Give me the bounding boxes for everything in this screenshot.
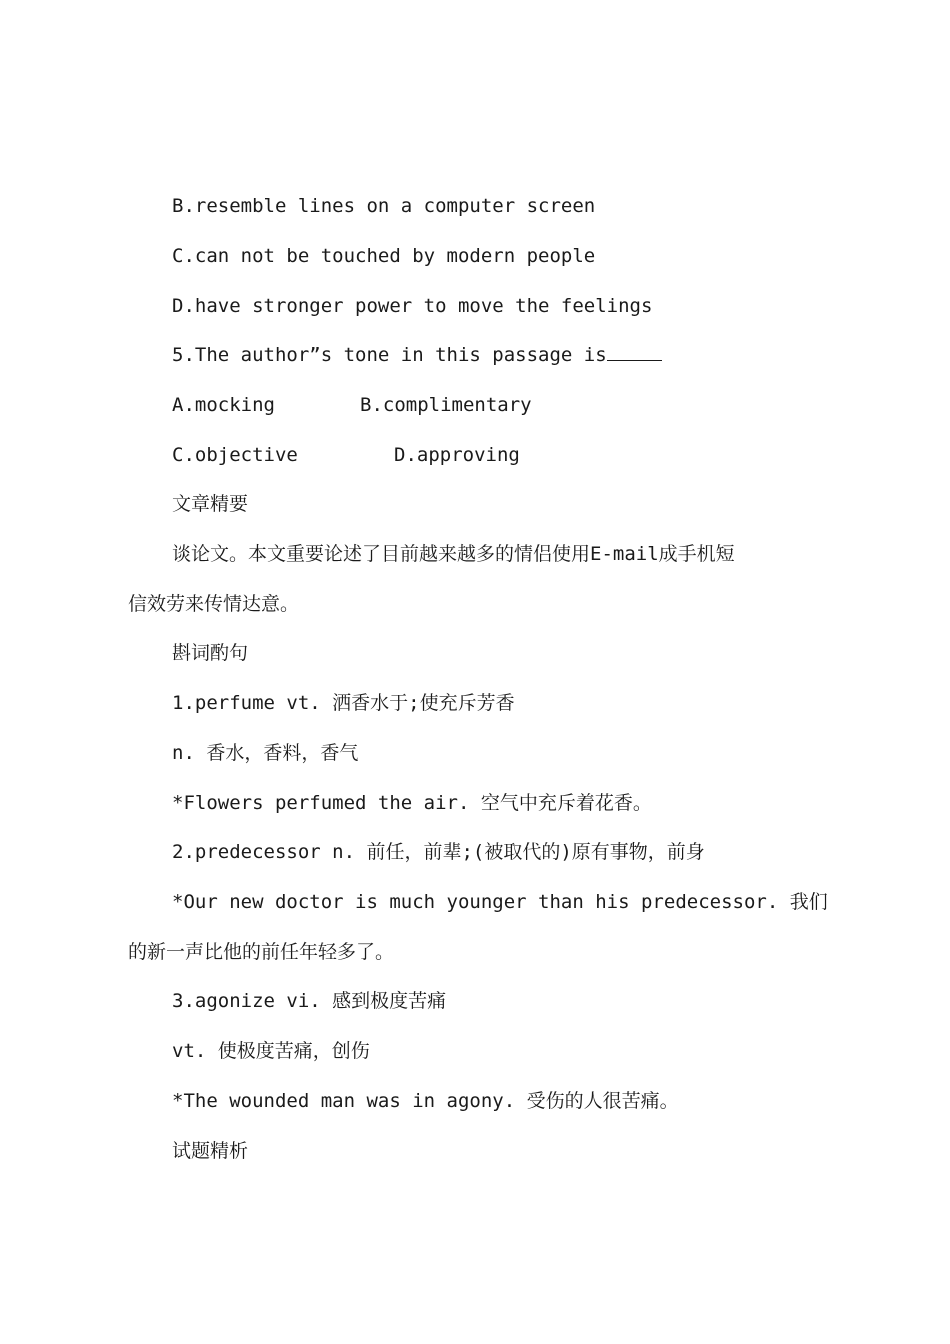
vocab-item-2-definition: 2.predecessor n. 前任，前辈;(被取代的)原有事物，前身	[172, 841, 705, 863]
question-5	[172, 343, 662, 367]
option-d-q4: D.have stronger power to move the feelings	[172, 295, 653, 317]
option-c-q4: C.can not be touched by modern people	[172, 245, 596, 267]
option-b-q4: B.resemble lines on a computer screen	[172, 195, 596, 217]
option-c-q5: C.objective	[172, 444, 298, 466]
vocab-item-2-example-line-1: *Our new doctor is much younger than his predecessor. 我们	[172, 891, 828, 913]
summary-line-1: 谈论文。本文重要论述了目前越来越多的情侣使用E-mail成手机短	[172, 543, 735, 565]
vocab-item-3-example: *The wounded man was in agony. 受伤的人很苦痛。	[172, 1090, 679, 1112]
option-a-q5: A.mocking	[172, 394, 275, 416]
summary-heading: 文章精要	[172, 493, 249, 515]
option-d-q5: D.approving	[394, 444, 520, 466]
vocab-heading: 斟词酌句	[172, 642, 249, 664]
vocab-item-1-example: *Flowers perfumed the air. 空气中充斥着花香。	[172, 792, 652, 814]
vocab-item-3-definition: 3.agonize vi. 感到极度苦痛	[172, 990, 447, 1012]
answer-blank	[607, 343, 662, 361]
analysis-heading: 试题精析	[172, 1140, 249, 1162]
vocab-item-2-example-line-2: 的新一声比他的前任年轻多了。	[128, 941, 395, 963]
option-b-q5: B.complimentary	[360, 394, 532, 416]
summary-line-2: 信效劳来传情达意。	[128, 593, 300, 615]
vocab-item-3-verb: vt. 使极度苦痛，创伤	[172, 1040, 370, 1062]
question-5-stem: 5.The author”s tone in this passage is	[172, 344, 607, 366]
vocab-item-1-definition: 1.perfume vt. 洒香水于;使充斥芳香	[172, 692, 515, 714]
vocab-item-1-noun: n. 香水，香料，香气	[172, 742, 359, 764]
